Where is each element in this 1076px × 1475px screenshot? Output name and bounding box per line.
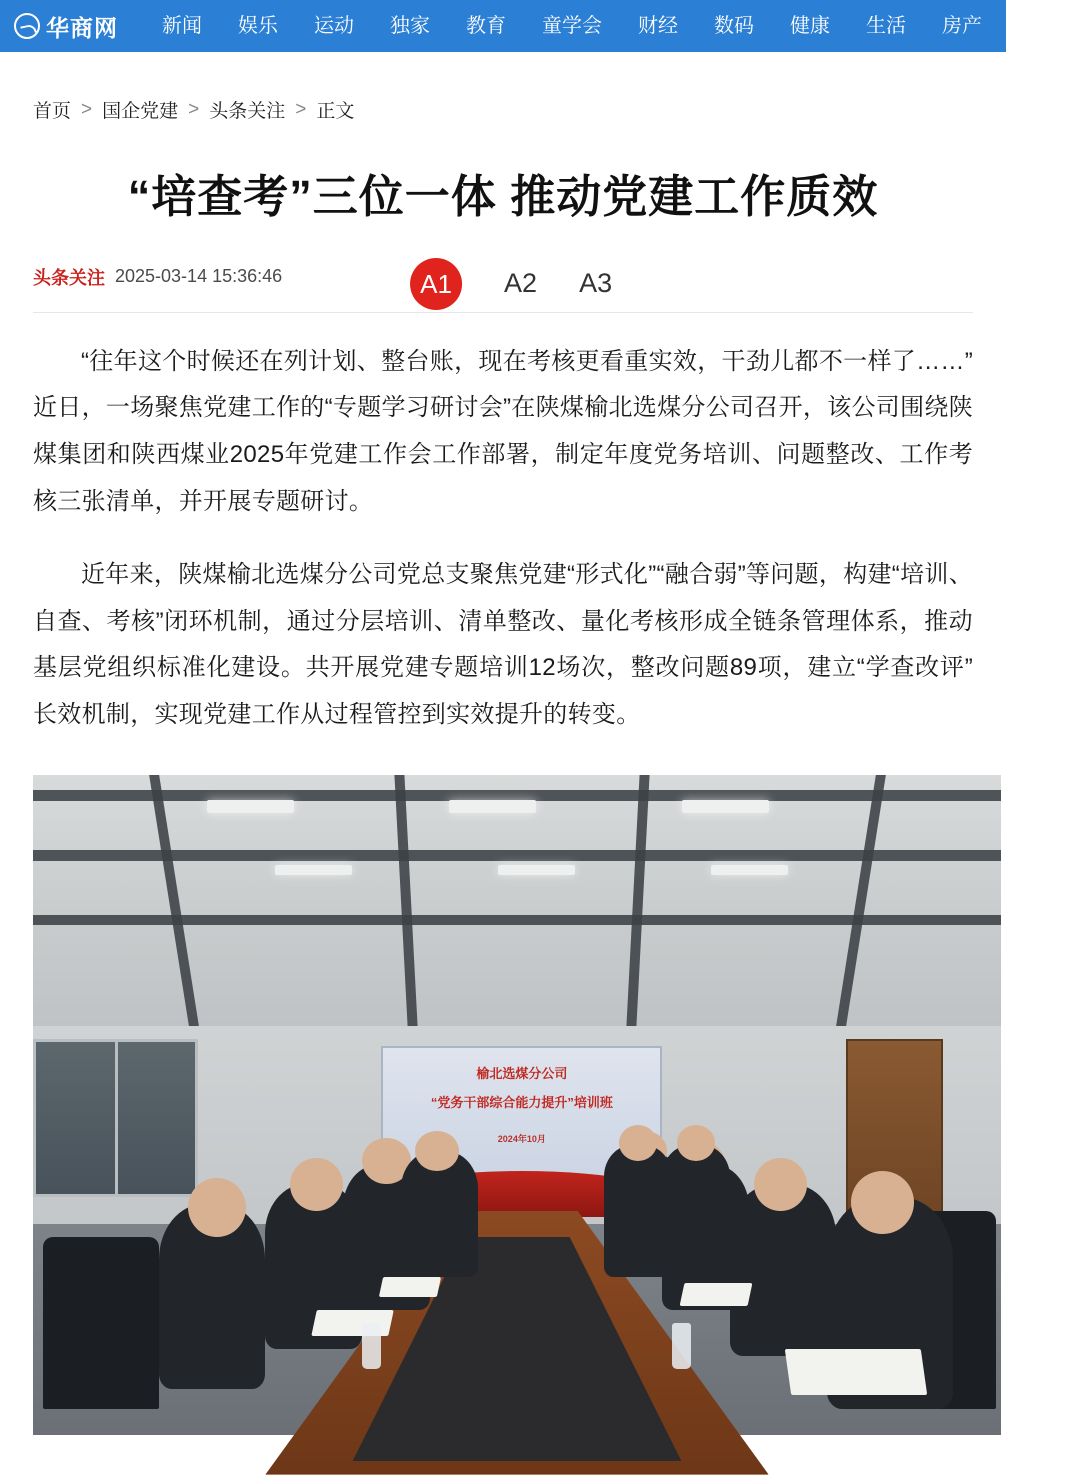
site-logo-text: 华商网 (46, 14, 118, 41)
nav-item-finance[interactable]: 财经 (638, 15, 678, 37)
attendee-head (415, 1131, 459, 1171)
photo-ceiling (33, 775, 1001, 1026)
ceiling-beam (33, 850, 1001, 861)
article-timestamp: 2025-03-14 15:36:46 (115, 266, 283, 287)
photo-window (33, 1039, 198, 1197)
nav-item-life[interactable]: 生活 (866, 15, 906, 37)
desk-paper (679, 1283, 752, 1306)
desk-paper (311, 1310, 394, 1336)
wifi-swoosh-icon (14, 13, 40, 39)
breadcrumb-item-soe-party[interactable]: 国企党建 (102, 101, 179, 122)
font-size-a1-button[interactable]: A1 (410, 258, 462, 310)
nav-items (144, 0, 1076, 52)
font-size-controls (410, 258, 612, 310)
nav-item-education[interactable]: 教育 (466, 15, 506, 37)
attendee-head (754, 1158, 807, 1211)
ceiling-light (711, 865, 788, 875)
article-body (33, 339, 973, 1435)
article-photo (33, 775, 1001, 1435)
nav-item-government[interactable]: 政企 (1018, 15, 1058, 37)
ceiling-beam (627, 775, 650, 1026)
screen-line-1: 榆北选煤分公司 (476, 1065, 568, 1081)
breadcrumb-item-home[interactable]: 首页 (33, 101, 72, 122)
page-title: “培查考”三位一体 推动党建工作质效 (127, 171, 879, 222)
chair (43, 1237, 159, 1409)
site-logo[interactable] (14, 10, 118, 43)
ceiling-beam (394, 775, 417, 1026)
breadcrumb-separator: > (295, 98, 307, 120)
attendee-head (188, 1178, 246, 1237)
screen-line-2: “党务干部综合能力提升”培训班 (430, 1095, 613, 1111)
font-size-a3-button[interactable]: A3 (579, 268, 613, 299)
breadcrumb (33, 96, 973, 123)
nav-item-exclusive[interactable]: 独家 (390, 15, 430, 37)
nav-item-news[interactable]: 新闻 (162, 15, 202, 37)
attendee-head (619, 1125, 658, 1161)
article-meta (33, 264, 973, 313)
desk-notebook (785, 1349, 927, 1395)
breadcrumb-separator: > (81, 98, 93, 120)
desk-paper (379, 1277, 441, 1297)
font-size-a2-button[interactable]: A2 (504, 268, 538, 299)
ceiling-light (449, 800, 536, 813)
ceiling-light (498, 865, 575, 875)
nav-item-digital[interactable]: 数码 (714, 15, 754, 37)
top-navigation-bar (0, 0, 1058, 52)
article-paragraph: “往年这个时候还在列计划、整台账，现在考核更看重实效，干劲儿都不一样了……”近日，一场聚焦党建工作的“专题学习研讨会”在陕煤榆北选煤分公司召开，该公司围绕陕煤集团和陕西煤业2025年党建工作会工作部署，制定年度党务培训、问题整改、工作考核三张清单，并开展专题研讨。 (33, 347, 973, 515)
breadcrumb-separator: > (188, 98, 200, 120)
water-bottle (362, 1323, 381, 1369)
nav-item-health[interactable]: 健康 (790, 15, 830, 37)
ceiling-beam (149, 775, 199, 1026)
water-bottle (672, 1323, 691, 1369)
nav-item-sports[interactable]: 运动 (314, 15, 354, 37)
ceiling-light (275, 865, 352, 875)
ceiling-light (682, 800, 769, 813)
screen-line-3: 2024年10月 (497, 1134, 546, 1145)
article-paragraph: 近年来，陕煤榆北选煤分公司党总支聚焦党建“形式化”“融合弱”等问题，构建“培训、自查、考核”闭环机制，通过分层培训、清单整改、量化考核形成全链条管理体系，推动基层党组织标准化建设。共开展党建专题培训12场次，整改问题89项，建立“学查改评”长效机制，实现党建工作从过程管控到实效提升的转变。 (33, 560, 973, 729)
attendee-head (290, 1158, 343, 1211)
breadcrumb-item-headline[interactable]: 头条关注 (209, 101, 286, 122)
breadcrumb-item-current: 正文 (316, 101, 355, 122)
nav-item-entertainment[interactable]: 娱乐 (238, 15, 278, 37)
ceiling-light (207, 800, 294, 813)
ceiling-beam (836, 775, 886, 1026)
attendee-head (851, 1171, 914, 1234)
nav-item-realestate[interactable]: 房产 (942, 15, 982, 37)
article-category[interactable]: 头条关注 (33, 267, 105, 288)
nav-item-kids[interactable]: 童学会 (542, 15, 602, 37)
